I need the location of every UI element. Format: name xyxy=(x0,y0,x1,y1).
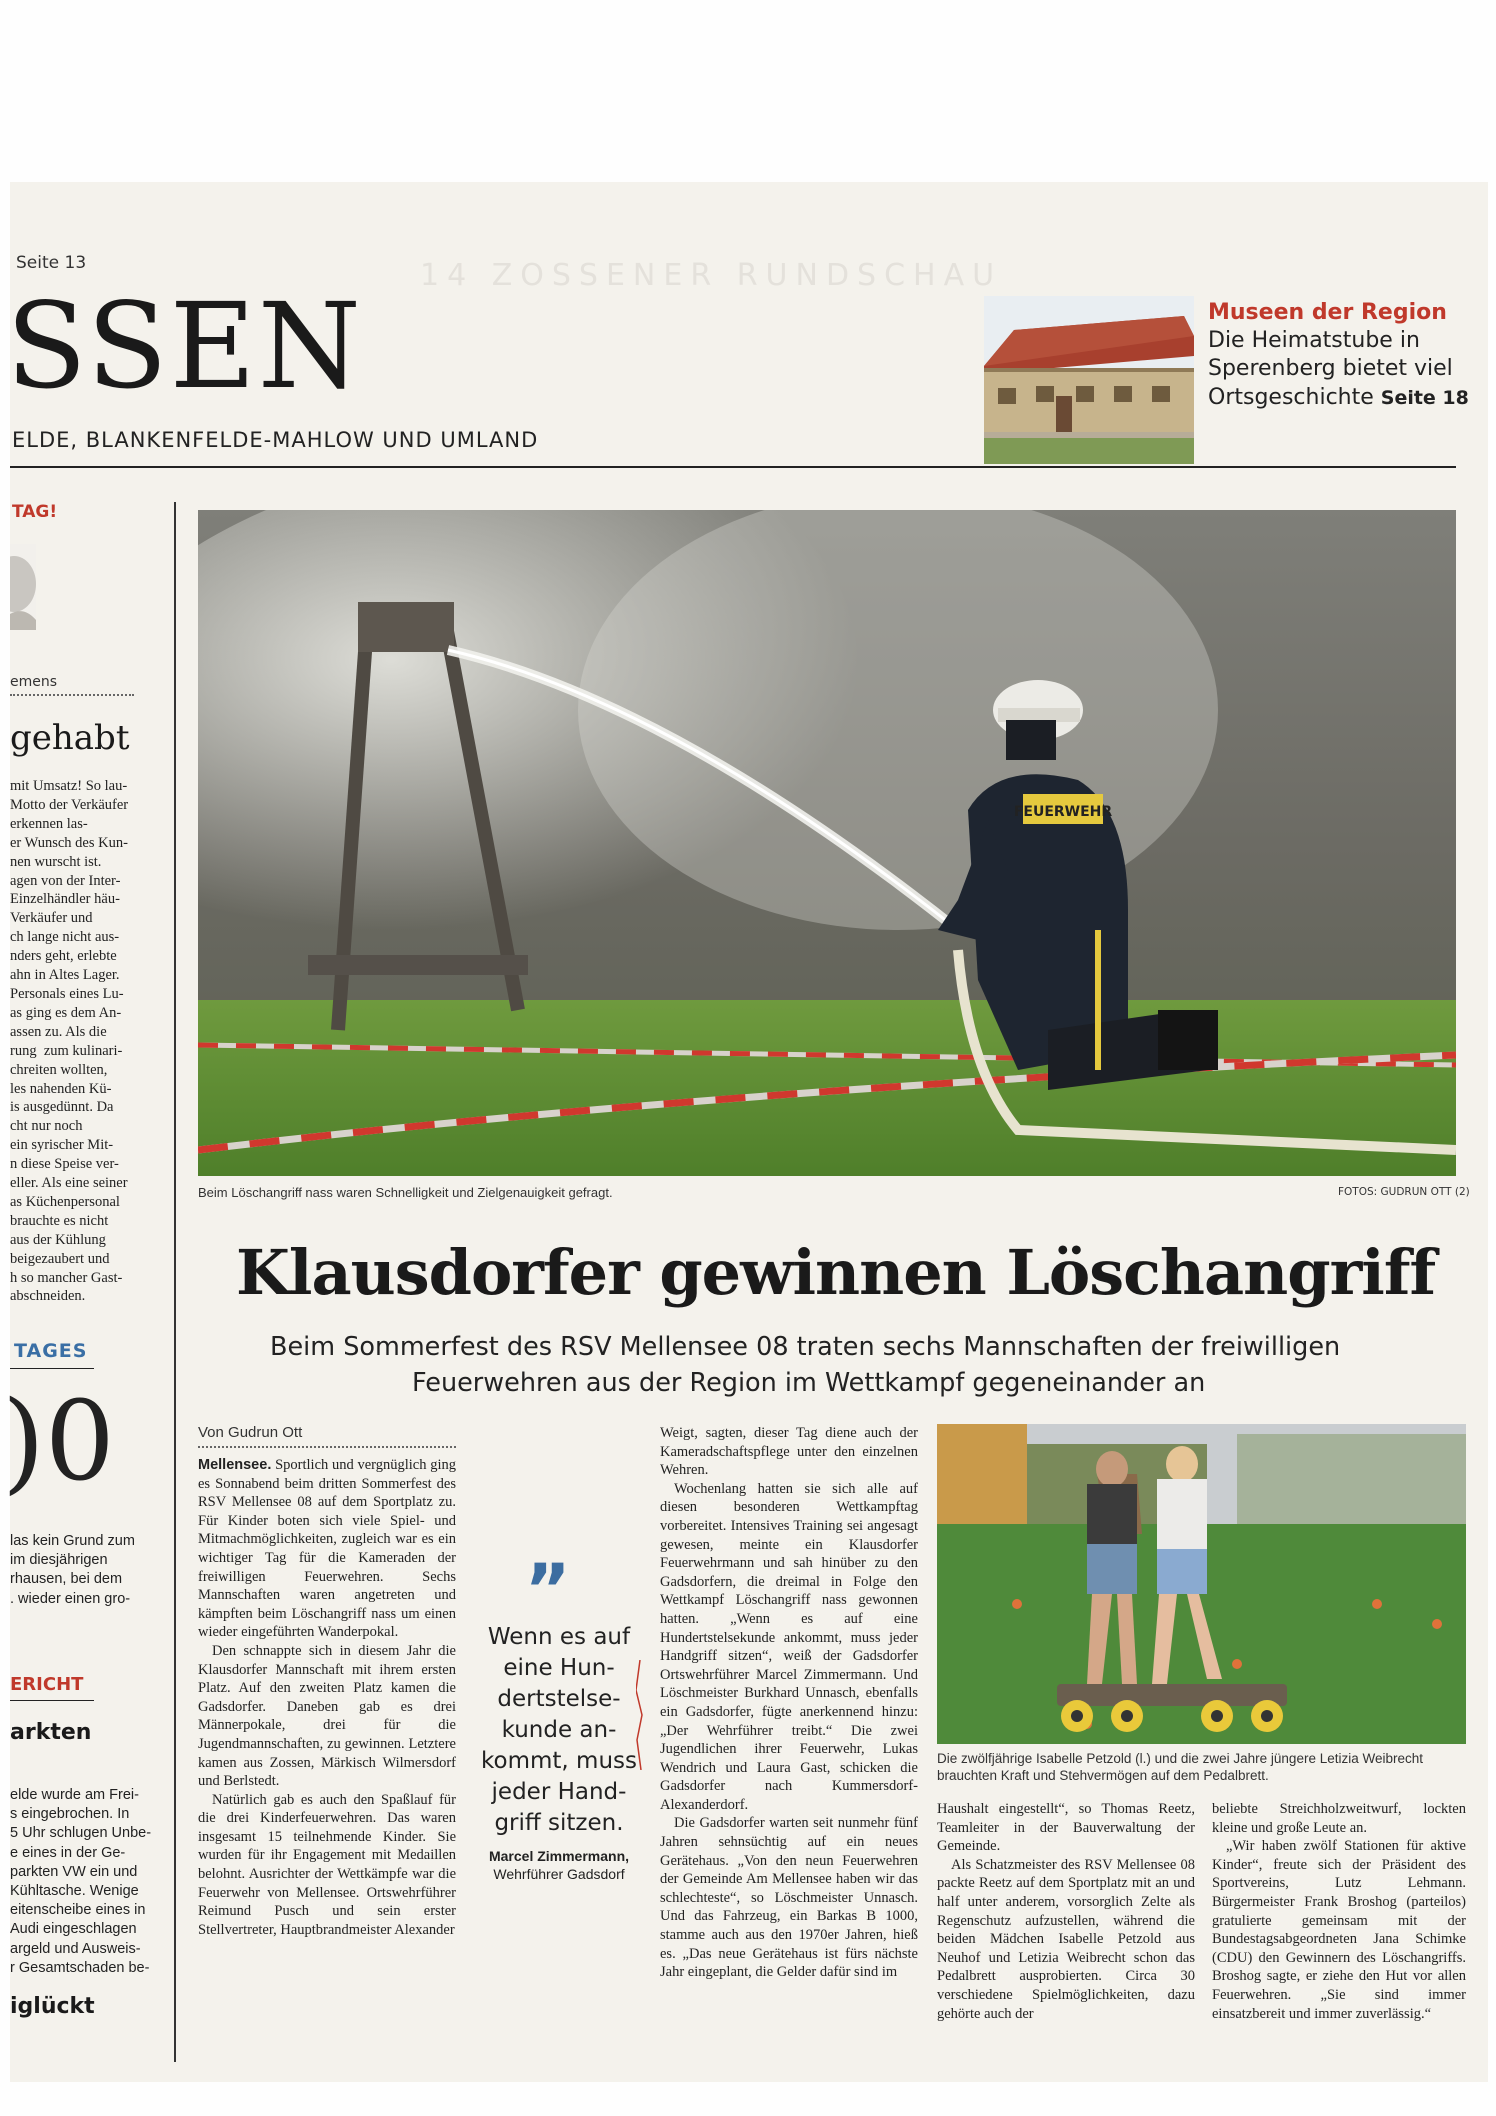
col3-para-1: Weigt, sagten, dieser Tag diene auch der Kameradschaftspflege unter den einzelnen Wehren. xyxy=(660,1425,918,1479)
quote-role: Wehrführer Gadsdorf xyxy=(493,1866,625,1882)
col3-para-2: Wochenlang hatten sie sich alle auf diesen besonderen Wettkampftag vorbereitet. Intensives Training sei angesagt gewesen, meinte ein Klausdorfer Feuerwehrmann und sah hinüber zu den Gadsdorfern, die dreimal in Folge den Wettkampf Löschangriff nass gewonnen hatten. „Wenn es auf eine Hundertstelsekunde ankommt, muss jeder Handgriff sitzen“, weiß der Gadsdorfer Ortswehrführer Marcel Zimmermann. Und Löschmeister Burkhard Unnasch, ebenfalls ein Gadsdorfer, fügte anerkennend hinzu: „Der Wehrführer treibt.“ Die zwei Jugendlichen ihrer Feuerwehr, Lukas Wendrich und Laura Gast, schicken die Gadsdorfer nach Kummersdorf-Alexanderdorf. xyxy=(660,1480,918,1813)
main-photo[interactable] xyxy=(198,510,1456,1176)
col1-para-2: Den schnappte sich in diesem Jahr die Klausdorfer Mannschaft mit ihrem ersten Platz. Auf den zweiten Platz kamen die Gadsdorfer. Daneben gab es drei Männerpokale, drei für die Jugendmannschaften, zu gewinnen. Letztere kamen aus Zossen, Märkisch Wilmersdorf und Berlstedt. xyxy=(198,1642,456,1790)
second-photo-caption: Die zwölfjährige Isabelle Petzold (l.) und die zwei Jahre jüngere Letizia Weibrecht brauchten Kraft und Stehvermögen auf dem Pedalbrett. xyxy=(937,1751,1423,1783)
article-subheadline-2: Feuerwehren aus der Region im Wettkampf gegeneinander an xyxy=(412,1368,1206,1398)
article-headline: Klausdorfer gewinnen Löschangriff xyxy=(236,1236,1436,1309)
left-headline-4: iglückt xyxy=(10,1994,95,2019)
byline: Von Gudrun Ott xyxy=(198,1424,303,1441)
pull-quote: Wenn es auf eine Hun- dertstelse- kunde an- kommt, muss jeder Hand- griff sitzen. xyxy=(481,1624,637,1836)
teaser-line-3 xyxy=(1208,385,1469,410)
region-line: ELDE, BLANKENFELDE-MAHLOW UND UMLAND xyxy=(12,428,539,452)
page-label: Seite 13 xyxy=(16,253,87,273)
left-section-3: ERICHT xyxy=(10,1674,84,1695)
jacket-label: FEUERWEHR xyxy=(1013,804,1113,820)
left-headline: gehabt xyxy=(10,718,130,758)
quote-mark-icon: „ xyxy=(526,1511,573,1593)
left-column-text-2: las kein Grund zum im diesjährigen rhausen, bei dem . wieder einen gro- xyxy=(10,1533,135,1607)
dateline: Mellensee. xyxy=(198,1457,272,1473)
left-author: emens xyxy=(10,674,58,690)
left-column-text: mit Umsatz! So lau- Motto der Verkäufer erkennen las- er Wunsch des Kun- nen wurscht ist. agen von der Inter- Einzelhändler häu- Verkäufer und ch lange nicht aus- nders geht, erlebte ahn in Altes Lager. Personals eines Lu- as ging es dem An- assen zu. Als die rung zum kulinari- chreiten wollten, les nahenden Kü- is ausgedünnt. Da cht nur noch ein syrischer Mit- n diese Speise ver- eller. Als eine seiner as Küchenpersonal brauchte es nicht aus der Kühlung beigezaubert und h so mancher Gast- abschneiden. xyxy=(10,778,129,1305)
author-portrait xyxy=(10,544,36,630)
col4-para-1: Haushalt eingestellt“, so Thomas Reetz, Teamleiter in der Bauverwaltung der Gemeinde. xyxy=(937,1801,1195,1855)
header-rule xyxy=(10,466,1456,468)
teaser-line-2: Sperenberg bietet viel xyxy=(1208,356,1453,381)
left-dotted-rule xyxy=(10,694,134,696)
col5-para-2: „Wir haben zwölf Stationen für aktive Kinder“, freute sich der Präsident des Sportvereins, Lutz Lehmann. Bürgermeister Frank Broshog (parteilos) gratulierte gemeinsam mit der Bundestagsabgeordneten Jana Schimke (CDU) den Gewinnern des Löschangriffs. Broshog sagte, er ziehe den Hut vor allen Feuerwehren. „Sie sind immer einsatzbereit und immer zuverlässig.“ xyxy=(1212,1838,1466,2022)
photo-credit: FOTOS: GUDRUN OTT (2) xyxy=(1338,1186,1470,1198)
bleed-through-text: 14 ZOSSENER RUNDSCHAU xyxy=(420,258,1003,293)
left-column-text-3: elde wurde am Frei- s eingebrochen. In 5 Uhr schlugen Unbe- e eines in der Ge- parkten VW ein und Kühltasche. Wenige eitenscheibe eines in Audi eingeschlagen argeld und Ausweis- r Gesamtschaden be- xyxy=(10,1787,152,1976)
article-column-1 xyxy=(198,1456,456,1939)
col5-para-1: beliebte Streichholzweitwurf, lockten kleine und große Leute an. xyxy=(1212,1801,1466,1836)
quote-author: Marcel Zimmermann, xyxy=(488,1848,630,1864)
second-photo[interactable] xyxy=(937,1424,1466,1744)
article-column-4 xyxy=(937,1800,1195,2023)
main-photo-caption: Beim Löschangriff nass waren Schnelligkeit und Zielgenauigkeit gefragt. xyxy=(198,1185,613,1200)
teaser-last-line: Ortsgeschichte xyxy=(1208,385,1374,410)
col3-para-3: Die Gadsdorfer warten seit nunmehr fünf Jahren sehnsüchtig auf ein neues Gerätehaus. „Von den neun Feuerwehren der Gemeinde Am Mellensee haben wir das schlechteste“, so Löschmeister Unnasch. Und das Fahrzeug, ein Barkas B 1000, stamme auch aus den 1970er Jahren, hieß es. „Das neue Gerätehaus ist fürs nächste Jahr eingeplant, die Gelder dafür sind im xyxy=(660,1815,918,1981)
masthead: SSEN xyxy=(6,277,363,415)
museum-building-image xyxy=(984,296,1194,464)
teaser-page-ref[interactable]: Seite 18 xyxy=(1380,387,1469,409)
col4-para-2: Als Schatzmeister des RSV Mellensee 08 packte Reetz auf dem Sportplatz mit an und half unter anderem, vorsorglich Zelte als Regenschutz aufzustellen, während die beiden Mädchen Isabelle Petzold aus Neuhof und Letizia Weibrecht schon das Pedalbrett ausprobierten. Circa 30 verschiedene Spielmöglichkeiten, dazu gehörte auch der xyxy=(937,1856,1195,2022)
teaser-kicker: Museen der Region xyxy=(1208,300,1447,325)
children-pedal-board-photo xyxy=(937,1424,1466,1744)
left-tag: TAG! xyxy=(12,502,58,522)
left-headline-3: arkten xyxy=(10,1720,92,1745)
teaser-photo[interactable] xyxy=(984,296,1194,464)
col1-para-3: Natürlich gab es auch den Spaßlauf für die drei Kinderfeuerwehren. Das waren insgesamt 15 teilnehmende Kinder. Sie wurden für ihr Engagement mit Medaillen belohnt. Ausrichter der Wettkämpfe war die Feuerwehr von Mellensee. Ortswehrführer Reimund Pusch und sein erster Stellvertreter, Hauptbrandmeister Alexander xyxy=(198,1791,456,1938)
col1-para-1: Sportlich und vergnüglich ging es Sonnabend beim dritten Sommerfest des RSV Mellensee 08 auf dem Sportplatz zu. Für Kinder boten sich viele Spiel- und Mitmachmöglichkeiten, zugleich war es ein wichtiger Tag für die Kameraden der freiwilligen Feuerwehren. Sechs Mannschaften waren angetreten und kämpften beim Löschangriff nass um einen wieder eingeführten Wanderpokal. xyxy=(198,1457,456,1641)
left-column-divider xyxy=(174,502,176,2062)
article-column-3 xyxy=(660,1424,918,1982)
left-big-number: )0 xyxy=(2,1377,115,1505)
left-section-2: TAGES xyxy=(14,1340,88,1362)
firefighter-photo xyxy=(198,510,1456,1176)
left-section-3-rule xyxy=(10,1700,94,1701)
teaser-line-1: Die Heimatstube in xyxy=(1208,328,1420,353)
article-subheadline-1: Beim Sommerfest des RSV Mellensee 08 traten sechs Mannschaften der freiwilligen xyxy=(270,1332,1341,1362)
byline-rule xyxy=(198,1446,456,1448)
article-column-5 xyxy=(1212,1800,1466,2023)
left-section-2-rule xyxy=(10,1368,94,1369)
